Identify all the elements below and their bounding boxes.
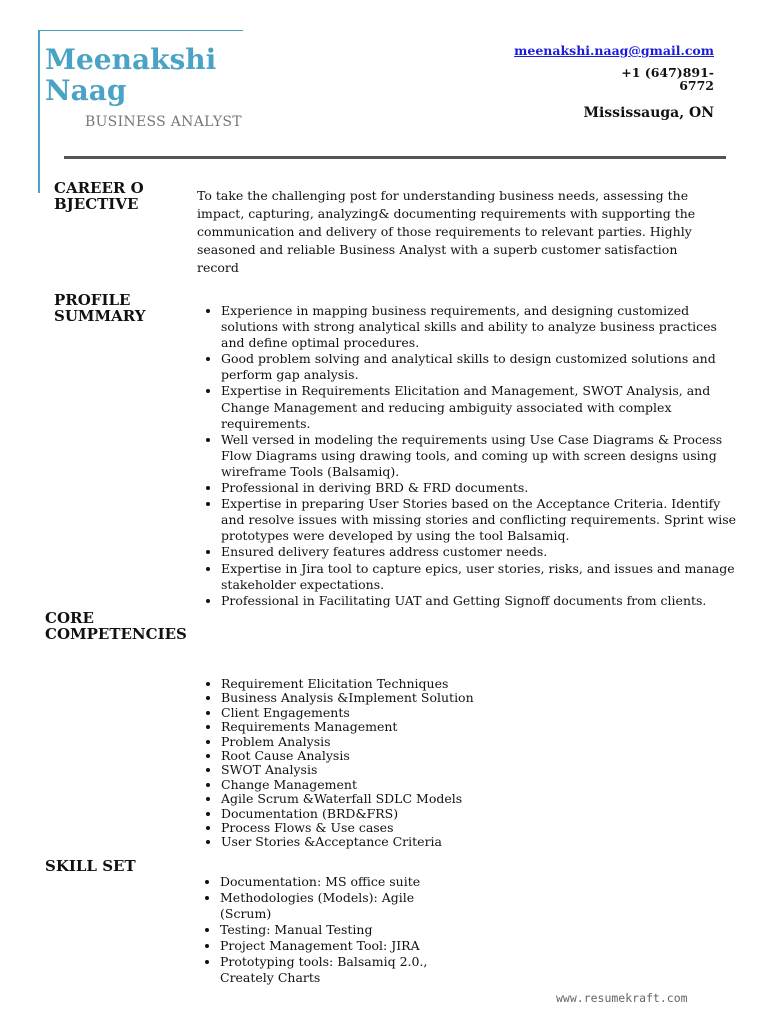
- career-objective-text: To take the challenging post for understanding business needs, assessing the impact, capturing, analyzing& documenting requirements with supporting the communication and delivery of those requirements to relevant parties. Highly seasoned and reliable Business Analyst with a superb customer satisfaction record: [197, 188, 696, 275]
- skill-set-list: [196, 874, 460, 986]
- heading-skill-set: SKILL SET: [45, 857, 136, 875]
- list-item: • Prototyping tools: Balsamiq 2.0., Creately Charts: [220, 954, 460, 986]
- job-title: BUSINESS ANALYST: [85, 114, 242, 130]
- list-item: • Client Engagements: [221, 706, 641, 720]
- header-divider: [64, 156, 726, 159]
- list-item: • Root Cause Analysis: [221, 749, 641, 763]
- list-item: • Project Management Tool: JIRA: [220, 938, 460, 954]
- profile-summary-list: [197, 303, 741, 609]
- location: Mississauga, ON: [583, 105, 714, 121]
- core-competencies-list: [197, 677, 641, 850]
- list-item: • Good problem solving and analytical skills to design customized solutions and perform gap analysis.: [221, 351, 741, 383]
- list-item: • Professional in Facilitating UAT and Getting Signoff documents from clients.: [221, 593, 741, 609]
- list-item: • Well versed in modeling the requirements using Use Case Diagrams & Process Flow Diagrams using drawing tools, and coming up with screen designs using wireframe Tools (Balsamiq).: [221, 432, 741, 480]
- accent-line-left: [38, 30, 40, 193]
- list-item: • Agile Scrum &Waterfall SDLC Models: [221, 792, 641, 806]
- list-item: • Requirements Management: [221, 720, 641, 734]
- heading-profile-summary: PROFILE SUMMARY: [54, 291, 146, 325]
- list-item: • Expertise in Jira tool to capture epics, user stories, risks, and issues and manage stakeholder expectations.: [221, 561, 741, 593]
- heading-core-competencies: CORE COMPETENCIES: [45, 609, 187, 643]
- list-item: • Testing: Manual Testing: [220, 922, 460, 938]
- footer-watermark: www.resumekraft.com: [556, 991, 688, 1005]
- phone-number: +1 (647)891-6772: [621, 65, 714, 93]
- heading-career-objective: CAREER OBJECTIVE: [54, 179, 144, 213]
- list-item: • Documentation: MS office suite: [220, 874, 460, 890]
- email-link[interactable]: meenakshi.naag@gmail.com: [514, 43, 714, 58]
- list-item: • Methodologies (Models): Agile (Scrum): [220, 890, 460, 922]
- list-item: • Professional in deriving BRD & FRD documents.: [221, 480, 741, 496]
- list-item: • Expertise in Requirements Elicitation and Management, SWOT Analysis, and Change Management and reducing ambiguity associated with complex requirements.: [221, 383, 741, 431]
- list-item: • Ensured delivery features address customer needs.: [221, 544, 741, 560]
- list-item: • Change Management: [221, 778, 641, 792]
- list-item: • Problem Analysis: [221, 735, 641, 749]
- candidate-name: Meenakshi Naag: [45, 43, 217, 107]
- contact-block: [514, 44, 714, 120]
- list-item: • Requirement Elicitation Techniques: [221, 677, 641, 691]
- list-item: • User Stories &Acceptance Criteria: [221, 835, 641, 849]
- list-item: • SWOT Analysis: [221, 763, 641, 777]
- accent-line-top: [38, 30, 243, 31]
- list-item: • Process Flows & Use cases: [221, 821, 641, 835]
- list-item: • Experience in mapping business requirements, and designing customized solutions with strong analytical skills and ability to analyze business practices and define optimal procedures.: [221, 303, 741, 351]
- list-item: • Documentation (BRD&FRS): [221, 807, 641, 821]
- list-item: • Expertise in preparing User Stories based on the Acceptance Criteria. Identify and resolve issues with missing stories and conflicting requirements. Sprint wise prototypes were developed by using the tool Balsamiq.: [221, 496, 741, 544]
- list-item: • Business Analysis &Implement Solution: [221, 691, 641, 705]
